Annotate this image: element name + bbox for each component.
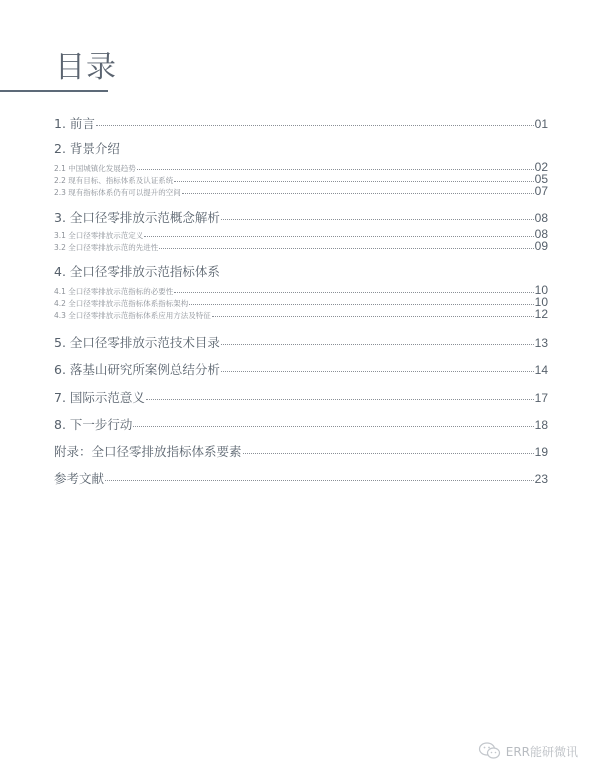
toc-entry-label: 附录：全口径零排放指标体系要素 — [54, 444, 242, 459]
toc-entry-page: 18 — [534, 418, 548, 432]
toc-entry-label: 2.3 现有指标体系仍有可以提升的空间 — [54, 188, 181, 197]
toc-entry-2-3[interactable] — [54, 179, 548, 198]
dot-leader — [146, 386, 534, 402]
toc-entry-6[interactable] — [54, 358, 548, 378]
dot-leader — [182, 179, 534, 195]
toc-entry-references[interactable] — [54, 467, 548, 487]
toc-entry-label: 4. 全口径零排放示范指标体系 — [54, 264, 220, 279]
toc-entry-page: 23 — [534, 472, 548, 486]
toc-entry-label: 4.1 全口径零排放示范指标的必要性 — [54, 287, 174, 296]
toc-entry-page: 10 — [534, 295, 548, 309]
page-title: 目录 — [55, 50, 117, 85]
dot-leader — [96, 112, 534, 128]
toc-entry-label: 2.2 现有目标、指标体系及认证系统 — [54, 176, 174, 185]
dot-leader — [221, 206, 534, 222]
toc-entry-page: 01 — [534, 117, 548, 131]
toc-entry-label: 4.2 全口径零排放示范指标体系指标架构 — [54, 299, 189, 308]
toc-entry-page: 05 — [534, 172, 548, 186]
toc-entry-page: 08 — [534, 211, 548, 225]
dot-leader — [243, 440, 534, 456]
toc-entry-label: 3.1 全口径零排放示范定义 — [54, 231, 144, 240]
toc-entry-4-3[interactable] — [54, 302, 548, 321]
toc-entry-page: 14 — [534, 363, 548, 377]
toc-entry-page: 17 — [534, 391, 548, 405]
title-underline — [0, 90, 108, 92]
toc-entry-label: 参考文献 — [54, 471, 105, 486]
dot-leader — [221, 331, 534, 347]
watermark-text: ERR能研微讯 — [505, 744, 578, 759]
dot-leader — [221, 358, 534, 374]
toc-entry-label: 2. 背景介绍 — [54, 141, 120, 156]
toc-entry-label: 4.3 全口径零排放示范指标体系应用方法及特征 — [54, 311, 211, 320]
dot-leader — [212, 302, 534, 318]
toc-entry-preface[interactable] — [54, 112, 548, 132]
toc-entry-8[interactable] — [54, 413, 548, 433]
toc-entry-page: 19 — [534, 445, 548, 459]
toc-entry-label: 2.1 中国城镇化发展趋势 — [54, 164, 136, 173]
wechat-icon — [478, 742, 502, 760]
toc-entry-page: 08 — [534, 227, 548, 241]
toc-entry-page: 09 — [534, 239, 548, 253]
toc-entry-label: 3. 全口径零排放示范概念解析 — [54, 210, 220, 225]
toc-entry-label: 5. 全口径零排放示范技术目录 — [54, 335, 220, 350]
dot-leader — [133, 413, 533, 429]
toc-entry-7[interactable] — [54, 386, 548, 406]
toc-entry-3-2[interactable] — [54, 234, 548, 253]
toc-entry-page: 12 — [534, 307, 548, 321]
toc-entry-label: 1. 前言 — [54, 116, 95, 131]
toc-entry-page: 10 — [534, 283, 548, 297]
toc-entry-label: 3.2 全口径零排放示范的先进性 — [54, 243, 159, 252]
dot-leader — [105, 467, 534, 483]
toc-entry-label: 8. 下一步行动 — [54, 417, 133, 432]
toc-entry-label: 6. 落基山研究所案例总结分析 — [54, 362, 220, 377]
dot-leader — [159, 234, 533, 250]
toc-entry-page: 07 — [534, 184, 548, 198]
toc-entry-label: 7. 国际示范意义 — [54, 390, 145, 405]
toc-entry-5[interactable] — [54, 331, 548, 351]
toc-entry-page: 02 — [534, 160, 548, 174]
watermark — [478, 742, 578, 760]
toc-entry-appendix[interactable] — [54, 440, 548, 460]
toc-entry-page: 13 — [534, 336, 548, 350]
